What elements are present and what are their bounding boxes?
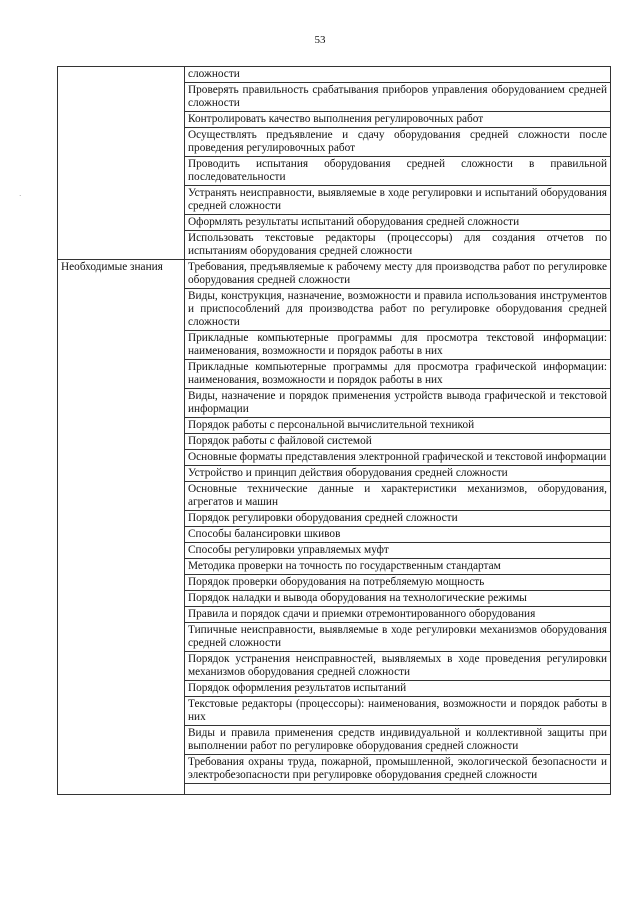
knowledge-label-cell: Необходимые знания: [58, 260, 185, 795]
page-number: 53: [314, 34, 326, 46]
knowledge-cell: Порядок устранения неисправностей, выявляемых в ходе проведения регулировки механизмов оборудования средней сложности: [185, 652, 611, 681]
knowledge-cell: Устройство и принцип действия оборудования средней сложности: [185, 466, 611, 482]
knowledge-cell: Виды, конструкция, назначение, возможности и правила использования инструментов и приспособлений для производства работ по регулировке оборудования средней сложности: [185, 289, 611, 331]
knowledge-cell: Прикладные компьютерные программы для просмотра текстовой информации: наименования, возможности и порядок работы в них: [185, 331, 611, 360]
knowledge-cell: Типичные неисправности, выявляемые в ходе регулировки механизмов оборудования средней сложности: [185, 623, 611, 652]
skill-cell: сложности: [185, 67, 611, 83]
knowledge-cell: Виды, назначение и порядок применения устройств вывода графической и текстовой информации: [185, 389, 611, 418]
skill-cell: Устранять неисправности, выявляемые в ходе регулировки и испытаний оборудования средней сложности: [185, 186, 611, 215]
knowledge-cell: Порядок оформления результатов испытаний: [185, 681, 611, 697]
skill-cell: Контролировать качество выполнения регулировочных работ: [185, 112, 611, 128]
scan-speck: ·: [19, 192, 22, 200]
knowledge-cell: Правила и порядок сдачи и приемки отремонтированного оборудования: [185, 607, 611, 623]
knowledge-cell: Порядок регулировки оборудования средней сложности: [185, 511, 611, 527]
knowledge-cell: Требования охраны труда, пожарной, промышленной, экологической безопасности и электробезопасности при регулировке оборудования средней сложности: [185, 755, 611, 784]
knowledge-cell: Прикладные компьютерные программы для просмотра графической информации: наименования, возможности и порядок работы в них: [185, 360, 611, 389]
skill-cell: Проверять правильность срабатывания приборов управления оборудованием средней сложности: [185, 83, 611, 112]
knowledge-cell: Порядок работы с персональной вычислительной техникой: [185, 418, 611, 434]
knowledge-cell: Требования, предъявляемые к рабочему месту для производства работ по регулировке оборудования средней сложности: [185, 260, 611, 289]
skill-cell: Оформлять результаты испытаний оборудования средней сложности: [185, 215, 611, 231]
skill-cell: Использовать текстовые редакторы (процессоры) для создания отчетов по испытаниям оборудования средней сложности: [185, 231, 611, 260]
skill-cell: Проводить испытания оборудования средней сложности в правильной последовательности: [185, 157, 611, 186]
table-row: [58, 67, 611, 83]
knowledge-cell: Основные технические данные и характеристики механизмов, оборудования, агрегатов и машин: [185, 482, 611, 511]
table-row: [58, 260, 611, 289]
knowledge-cell: Основные форматы представления электронной графической и текстовой информации: [185, 450, 611, 466]
skill-cell: Осуществлять предъявление и сдачу оборудования средней сложности после проведения регулировочных работ: [185, 128, 611, 157]
continued-label-cell: [58, 67, 185, 260]
knowledge-cell: Методика проверки на точность по государственным стандартам: [185, 559, 611, 575]
knowledge-cell: Порядок работы с файловой системой: [185, 434, 611, 450]
knowledge-cell: Порядок проверки оборудования на потребляемую мощность: [185, 575, 611, 591]
knowledge-cell: Способы балансировки шкивов: [185, 527, 611, 543]
knowledge-cell: Виды и правила применения средств индивидуальной и коллективной защиты при выполнении работ по регулировке оборудования средней сложности: [185, 726, 611, 755]
requirements-table: [57, 66, 611, 795]
knowledge-cell: Способы регулировки управляемых муфт: [185, 543, 611, 559]
empty-cell: [185, 784, 611, 795]
knowledge-cell: Текстовые редакторы (процессоры): наименования, возможности и порядок работы в них: [185, 697, 611, 726]
knowledge-cell: Порядок наладки и вывода оборудования на технологические режимы: [185, 591, 611, 607]
